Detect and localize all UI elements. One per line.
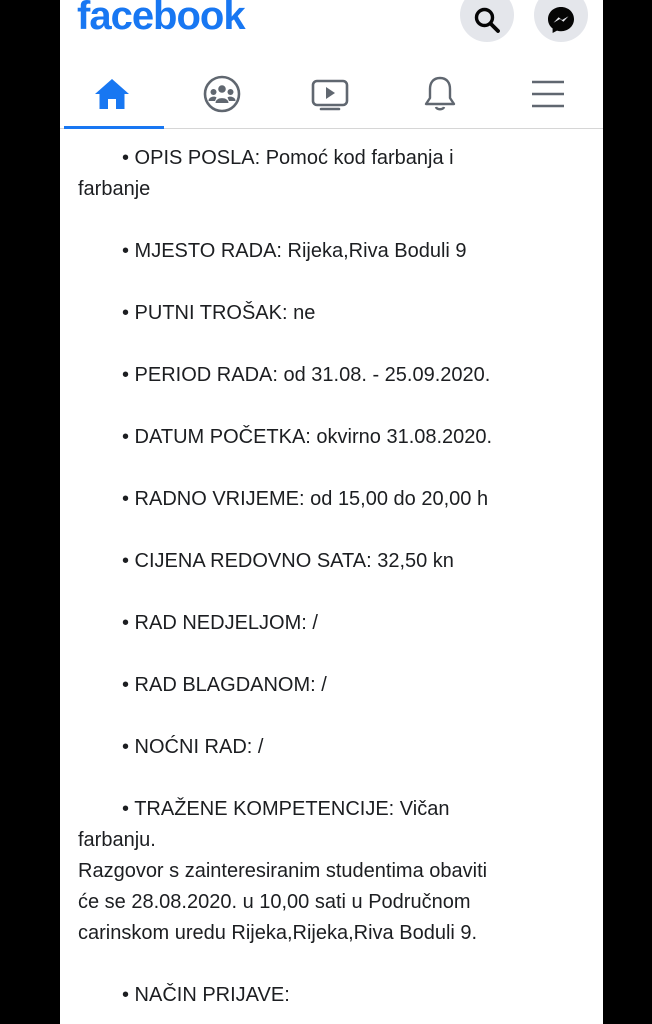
post-item-required-skills: • TRAŽENE KOMPETENCIJE: Vičan farbanju. Razgovor s zainteresiranim studentima obaviti će se 28.08.2020. u 10,00 sati u Područnom carinskom uredu Rijeka,Rijeka,Riva Boduli 9.	[78, 798, 488, 944]
top-bar	[60, 0, 603, 48]
post-item-work-period: • PERIOD RADA: od 31.08. - 25.09.2020.	[122, 364, 491, 386]
messenger-button[interactable]	[534, 0, 588, 42]
tab-groups[interactable]	[170, 60, 274, 128]
tab-menu[interactable]	[496, 60, 600, 128]
tab-notifications[interactable]	[388, 60, 492, 128]
post-item-working-hours: • RADNO VRIJEME: od 15,00 do 20,00 h	[122, 488, 489, 510]
post-item-hourly-rate: • CIJENA REDOVNO SATA: 32,50 kn	[122, 550, 454, 572]
post-item-sunday-work: • RAD NEDJELJOM: /	[122, 612, 318, 634]
post-item-start-date: • DATUM POČETKA: okvirno 31.08.2020.	[122, 426, 493, 448]
post-item-application-method: • NAČIN PRIJAVE:	[122, 984, 290, 1006]
home-icon	[92, 76, 132, 112]
tab-home[interactable]	[60, 60, 164, 128]
phone-screen	[60, 0, 603, 1024]
post-item-work-location: • MJESTO RADA: Rijeka,Riva Boduli 9	[122, 240, 467, 262]
post-item-night-work: • NOĆNI RAD: /	[122, 736, 264, 758]
post-item-travel-cost: • PUTNI TROŠAK: ne	[122, 302, 316, 324]
hamburger-icon	[529, 77, 567, 111]
main-navigation	[60, 60, 603, 129]
post-item-holiday-work: • RAD BLAGDANOM: /	[122, 674, 327, 696]
post-body	[78, 143, 593, 1024]
search-icon	[473, 6, 501, 34]
bell-icon	[422, 74, 458, 114]
video-icon	[309, 76, 351, 112]
tab-watch[interactable]	[278, 60, 382, 128]
post-item-job-description: • OPIS POSLA: Pomoć kod farbanja i farbanje	[78, 147, 454, 200]
search-button[interactable]	[460, 0, 514, 42]
facebook-logo[interactable]: facebook	[77, 0, 245, 38]
groups-icon	[202, 74, 242, 114]
messenger-icon	[546, 5, 576, 35]
